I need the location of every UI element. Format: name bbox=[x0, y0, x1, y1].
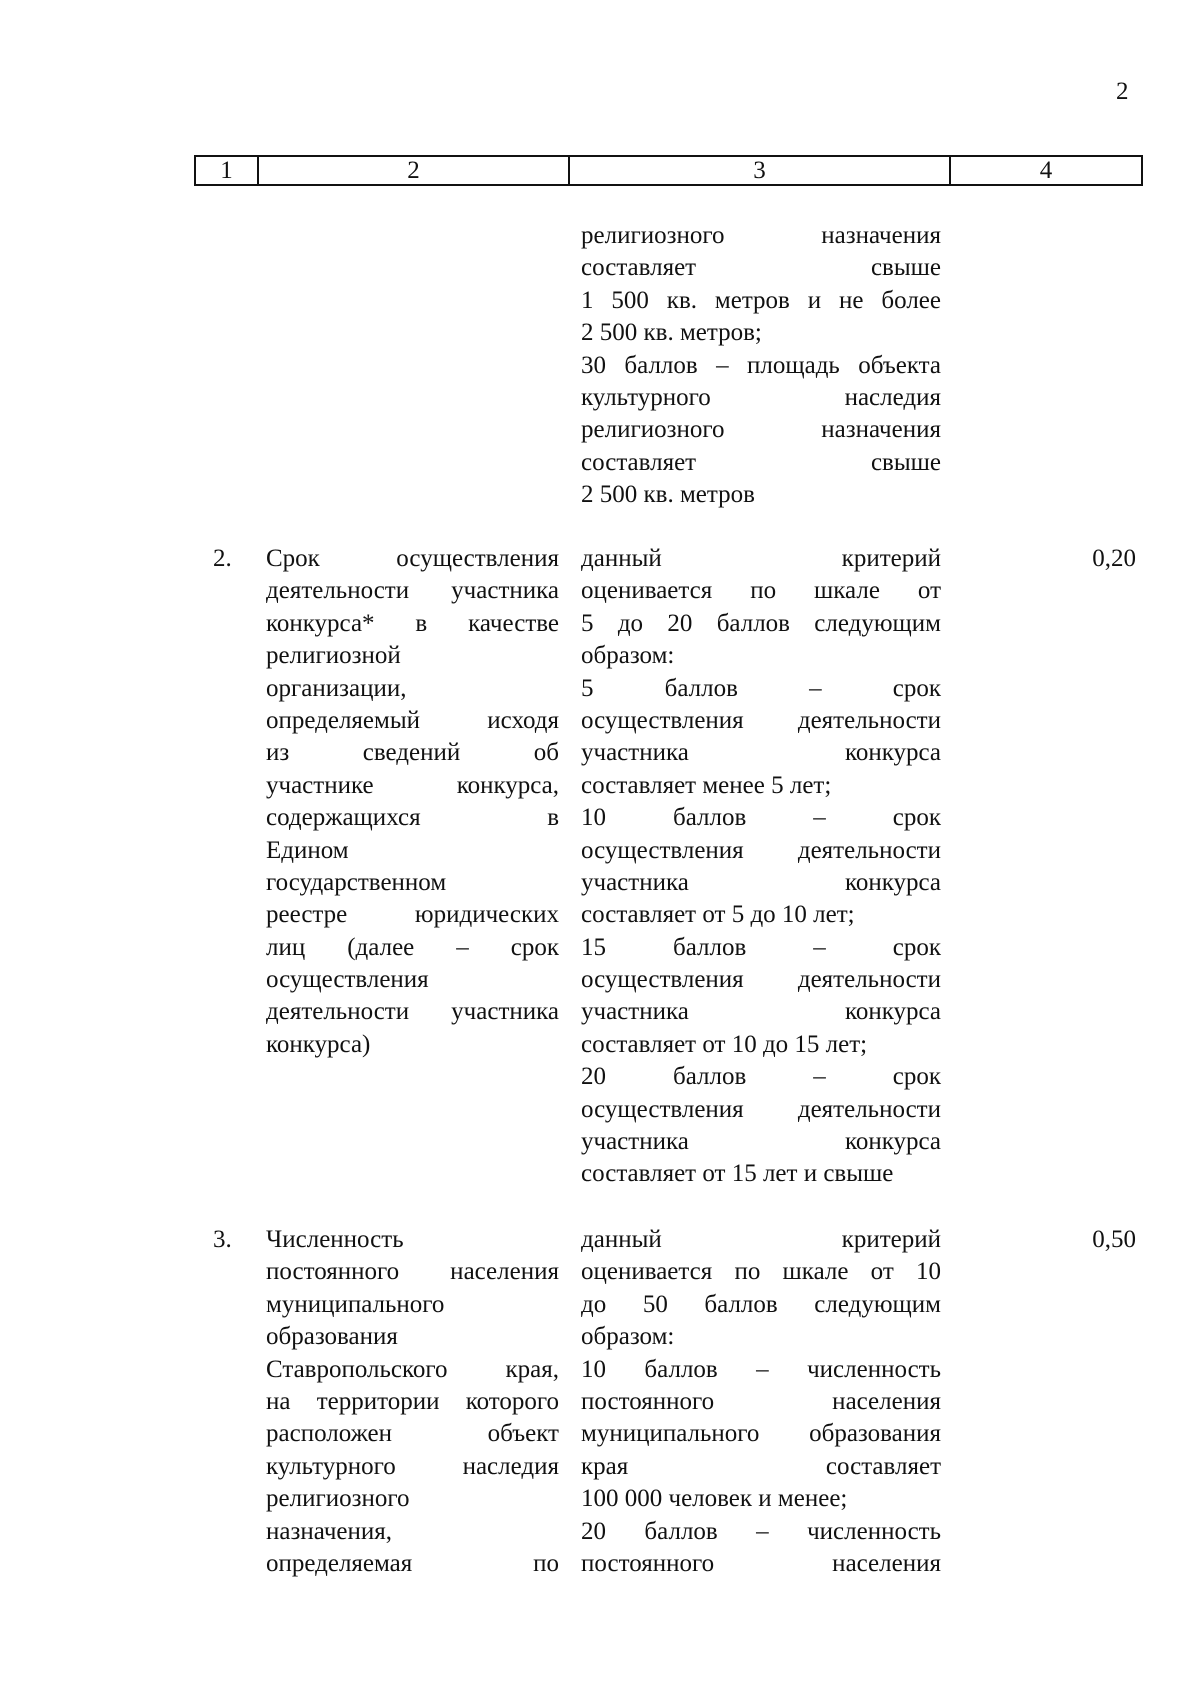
text-line: содержащихся в bbox=[266, 804, 559, 832]
text-line: культурного наследия bbox=[581, 383, 941, 411]
text-line: деятельности участника bbox=[266, 577, 559, 605]
text-line: лиц (далее – срок bbox=[266, 933, 559, 961]
criterion-weight: 0,20 bbox=[1092, 545, 1136, 572]
text-line: конкурса) bbox=[266, 1030, 371, 1058]
text-line: до 50 баллов следующим bbox=[581, 1290, 941, 1318]
text-line: определяемая по bbox=[266, 1549, 559, 1577]
text-line: осуществления деятельности bbox=[581, 966, 941, 994]
row-number: 3. bbox=[213, 1226, 232, 1253]
criterion-text bbox=[266, 543, 559, 1061]
text-line: Едином bbox=[266, 836, 349, 864]
text-line: участника конкурса bbox=[581, 868, 941, 896]
text-line: 5 до 20 баллов следующим bbox=[581, 609, 941, 637]
text-line: данный критерий bbox=[581, 1226, 941, 1253]
text-line: оценивается по шкале от bbox=[581, 577, 941, 605]
text-line: 100 000 человек и менее; bbox=[581, 1485, 848, 1513]
text-line: 1 500 кв. метров и не более bbox=[581, 286, 941, 314]
text-line: религиозной bbox=[266, 642, 401, 670]
text-line: постоянного населения bbox=[581, 1549, 941, 1577]
page-number: 2 bbox=[1116, 78, 1129, 105]
header-col-4: 4 bbox=[1039, 156, 1053, 184]
text-line: 20 баллов – численность bbox=[581, 1517, 941, 1545]
text-line: муниципального образования bbox=[581, 1420, 941, 1448]
text-line: образом: bbox=[581, 1323, 675, 1351]
scale-text bbox=[581, 543, 941, 1191]
text-line: осуществления bbox=[266, 966, 429, 994]
criterion-text bbox=[266, 1224, 559, 1580]
text-line: муниципального bbox=[266, 1290, 445, 1318]
text-line: участнике конкурса, bbox=[266, 771, 559, 799]
text-line: религиозного bbox=[266, 1485, 410, 1513]
header-col-1: 1 bbox=[196, 157, 259, 184]
text-line: религиозного назначения bbox=[581, 222, 941, 249]
text-line: расположен объект bbox=[266, 1420, 559, 1448]
text-line: деятельности участника bbox=[266, 998, 559, 1026]
text-line: осуществления деятельности bbox=[581, 1095, 941, 1123]
text-line: религиозного назначения bbox=[581, 416, 941, 444]
text-line: 15 баллов – срок bbox=[581, 933, 941, 961]
text-line: составляет менее 5 лет; bbox=[581, 771, 832, 799]
continuation-scale-text bbox=[581, 220, 941, 512]
column-number-header bbox=[194, 155, 1143, 186]
text-line: постоянного населения bbox=[581, 1387, 941, 1415]
text-line: осуществления деятельности bbox=[581, 836, 941, 864]
text-line: Ставропольского края, bbox=[266, 1355, 559, 1383]
text-line: составляет свыше bbox=[581, 448, 941, 476]
text-line: образования bbox=[266, 1323, 398, 1351]
text-line: Численность bbox=[266, 1226, 404, 1253]
text-line: участника конкурса bbox=[581, 739, 941, 767]
text-line: составляет свыше bbox=[581, 254, 941, 282]
text-line: 10 баллов – срок bbox=[581, 804, 941, 832]
text-line: осуществления деятельности bbox=[581, 706, 941, 734]
text-line: 2 500 кв. метров bbox=[581, 481, 755, 509]
text-line: на территории которого bbox=[266, 1387, 559, 1415]
text-line: 20 баллов – срок bbox=[581, 1063, 941, 1091]
text-line: 5 баллов – срок bbox=[581, 674, 941, 702]
text-line: из сведений об bbox=[266, 739, 559, 767]
text-line: края составляет bbox=[581, 1452, 941, 1480]
text-line: реестре юридических bbox=[266, 901, 559, 929]
text-line: 30 баллов – площадь объекта bbox=[581, 351, 941, 379]
text-line: назначения, bbox=[266, 1517, 393, 1545]
header-col-2: 2 bbox=[259, 157, 570, 184]
text-line: составляет от 5 до 10 лет; bbox=[581, 901, 855, 929]
text-line: культурного наследия bbox=[266, 1452, 559, 1480]
text-line: 2 500 кв. метров; bbox=[581, 319, 762, 347]
scale-text bbox=[581, 1224, 941, 1580]
text-line: 10 баллов – численность bbox=[581, 1355, 941, 1383]
text-line: составляет от 10 до 15 лет; bbox=[581, 1030, 868, 1058]
text-line: образом: bbox=[581, 642, 675, 670]
text-line: определяемый исходя bbox=[266, 706, 559, 734]
text-line: данный критерий bbox=[581, 545, 941, 572]
text-line: Срок осуществления bbox=[266, 545, 559, 572]
row-number: 2. bbox=[213, 545, 232, 572]
text-line: постоянного населения bbox=[266, 1258, 559, 1286]
text-line: конкурса* в качестве bbox=[266, 609, 559, 637]
criterion-weight: 0,50 bbox=[1092, 1226, 1136, 1253]
header-col-3: 3 bbox=[570, 157, 951, 184]
text-line: участника конкурса bbox=[581, 998, 941, 1026]
text-line: участника конкурса bbox=[581, 1128, 941, 1156]
text-line: оценивается по шкале от 10 bbox=[581, 1258, 941, 1286]
text-line: составляет от 15 лет и свыше bbox=[581, 1160, 894, 1188]
text-line: организации, bbox=[266, 674, 407, 702]
text-line: государственном bbox=[266, 868, 447, 896]
